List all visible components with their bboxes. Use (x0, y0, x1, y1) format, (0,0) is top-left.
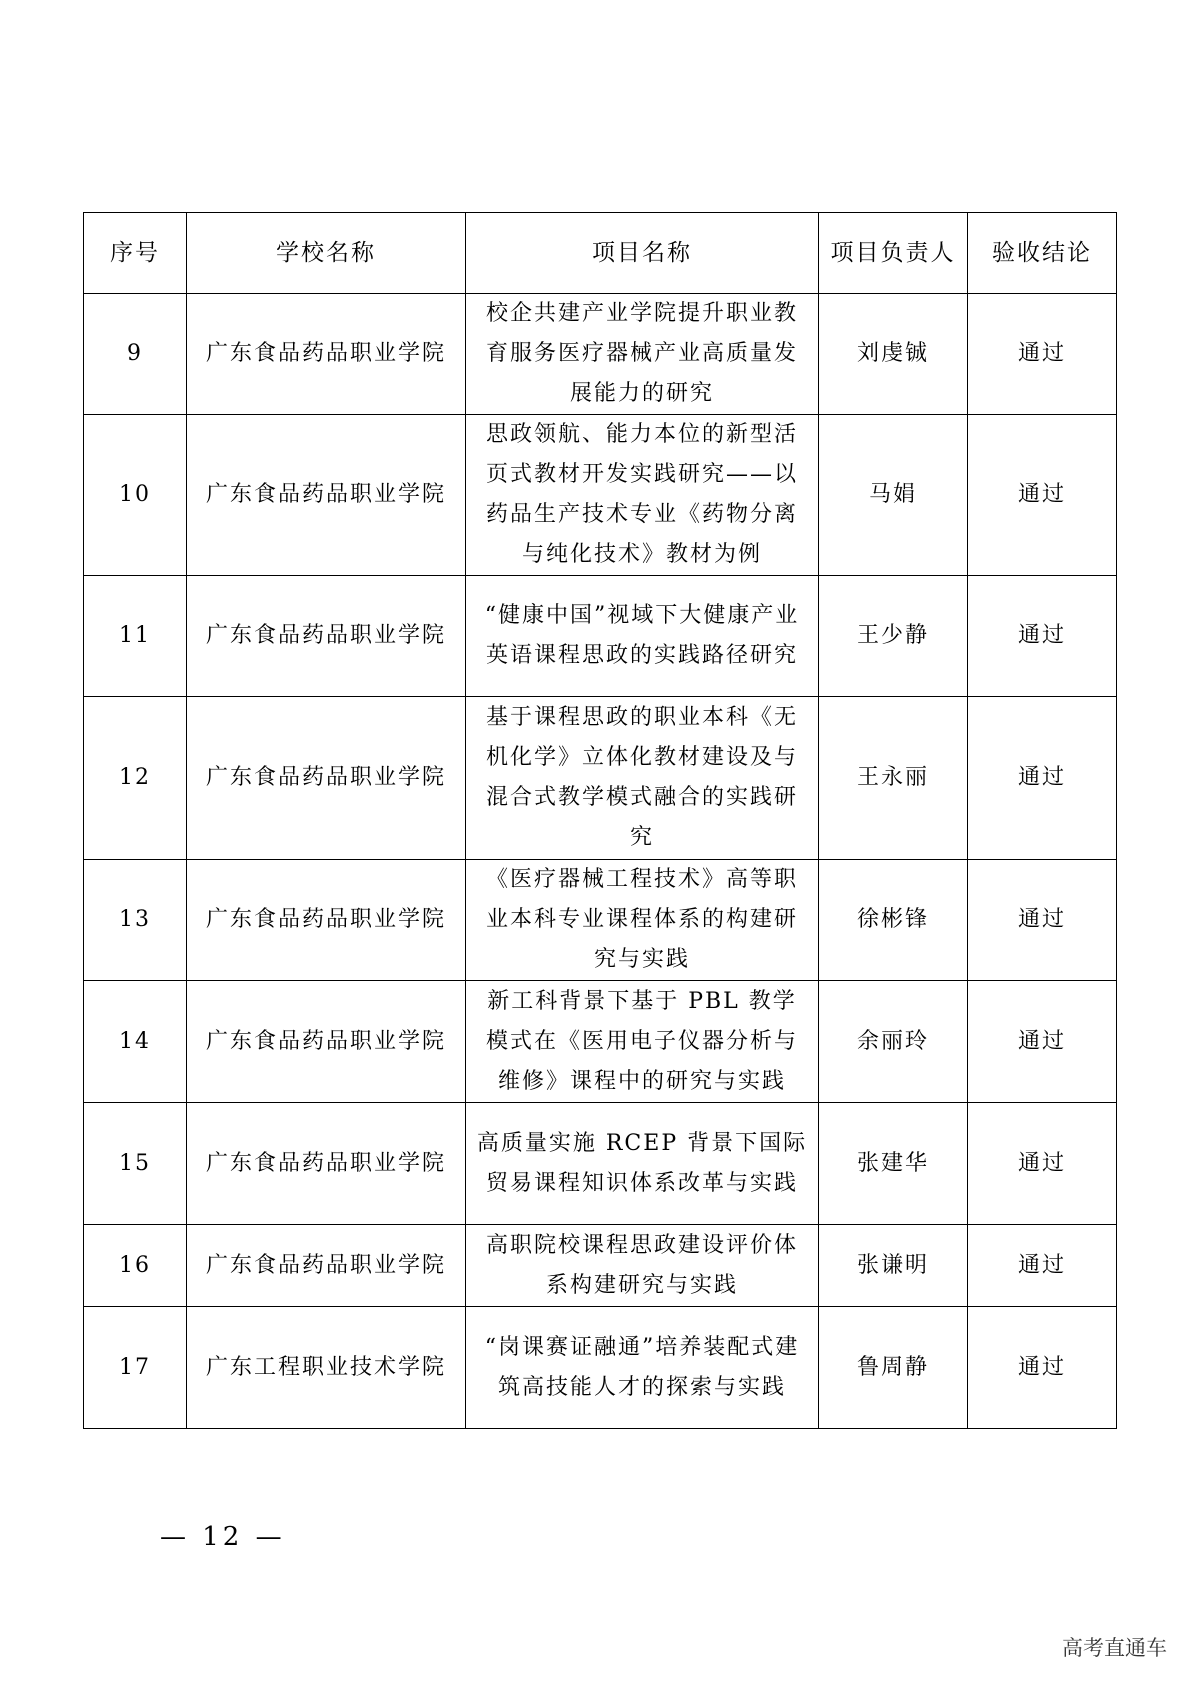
cell-result: 通过 (968, 1103, 1117, 1225)
header-project: 项目名称 (466, 213, 819, 294)
cell-project: “岗课赛证融通”培养装配式建筑高技能人才的探索与实践 (466, 1307, 819, 1429)
cell-result: 通过 (968, 697, 1117, 860)
acceptance-results-table (83, 212, 1117, 1429)
watermark: 高考直通车 (1062, 1636, 1167, 1660)
cell-no: 14 (84, 981, 187, 1103)
table-row (84, 1307, 1117, 1429)
table-row (84, 576, 1117, 697)
cell-no: 9 (84, 294, 187, 415)
cell-school: 广东食品药品职业学院 (187, 1103, 466, 1225)
cell-school: 广东食品药品职业学院 (187, 576, 466, 697)
cell-no: 10 (84, 415, 187, 576)
header-no: 序号 (84, 213, 187, 294)
cell-school: 广东食品药品职业学院 (187, 981, 466, 1103)
cell-result: 通过 (968, 415, 1117, 576)
cell-school: 广东食品药品职业学院 (187, 697, 466, 860)
cell-project: 校企共建产业学院提升职业教育服务医疗器械产业高质量发展能力的研究 (466, 294, 819, 415)
cell-school: 广东工程职业技术学院 (187, 1307, 466, 1429)
cell-lead: 余丽玲 (819, 981, 968, 1103)
table-row (84, 860, 1117, 981)
cell-lead: 王永丽 (819, 697, 968, 860)
cell-lead: 王少静 (819, 576, 968, 697)
cell-school: 广东食品药品职业学院 (187, 860, 466, 981)
cell-school: 广东食品药品职业学院 (187, 294, 466, 415)
table-row (84, 294, 1117, 415)
header-result: 验收结论 (968, 213, 1117, 294)
cell-lead: 马娟 (819, 415, 968, 576)
table-row (84, 415, 1117, 576)
cell-project: 《医疗器械工程技术》高等职业本科专业课程体系的构建研究与实践 (466, 860, 819, 981)
cell-lead: 刘虔铖 (819, 294, 968, 415)
table-row (84, 981, 1117, 1103)
cell-result: 通过 (968, 860, 1117, 981)
cell-lead: 鲁周静 (819, 1307, 968, 1429)
cell-no: 11 (84, 576, 187, 697)
header-lead: 项目负责人 (819, 213, 968, 294)
cell-school: 广东食品药品职业学院 (187, 1225, 466, 1307)
cell-no: 13 (84, 860, 187, 981)
cell-no: 15 (84, 1103, 187, 1225)
cell-no: 12 (84, 697, 187, 860)
cell-result: 通过 (968, 1307, 1117, 1429)
cell-result: 通过 (968, 981, 1117, 1103)
cell-no: 16 (84, 1225, 187, 1307)
cell-project: “健康中国”视域下大健康产业英语课程思政的实践路径研究 (466, 576, 819, 697)
cell-project: 基于课程思政的职业本科《无机化学》立体化教材建设及与混合式教学模式融合的实践研究 (466, 697, 819, 860)
cell-no: 17 (84, 1307, 187, 1429)
cell-result: 通过 (968, 576, 1117, 697)
table-header-row (84, 213, 1117, 294)
cell-lead: 徐彬锋 (819, 860, 968, 981)
header-school: 学校名称 (187, 213, 466, 294)
cell-project: 新工科背景下基于 PBL 教学模式在《医用电子仪器分析与维修》课程中的研究与实践 (466, 981, 819, 1103)
cell-lead: 张谦明 (819, 1225, 968, 1307)
cell-project: 高职院校课程思政建设评价体系构建研究与实践 (466, 1225, 819, 1307)
table-row (84, 697, 1117, 860)
table-row (84, 1103, 1117, 1225)
page-number: — 12 — (160, 1522, 286, 1552)
table-row (84, 1225, 1117, 1307)
cell-lead: 张建华 (819, 1103, 968, 1225)
cell-result: 通过 (968, 1225, 1117, 1307)
cell-school: 广东食品药品职业学院 (187, 415, 466, 576)
cell-result: 通过 (968, 294, 1117, 415)
cell-project: 思政领航、能力本位的新型活页式教材开发实践研究——以药品生产技术专业《药物分离与纯化技术》教材为例 (466, 415, 819, 576)
cell-project: 高质量实施 RCEP 背景下国际贸易课程知识体系改革与实践 (466, 1103, 819, 1225)
